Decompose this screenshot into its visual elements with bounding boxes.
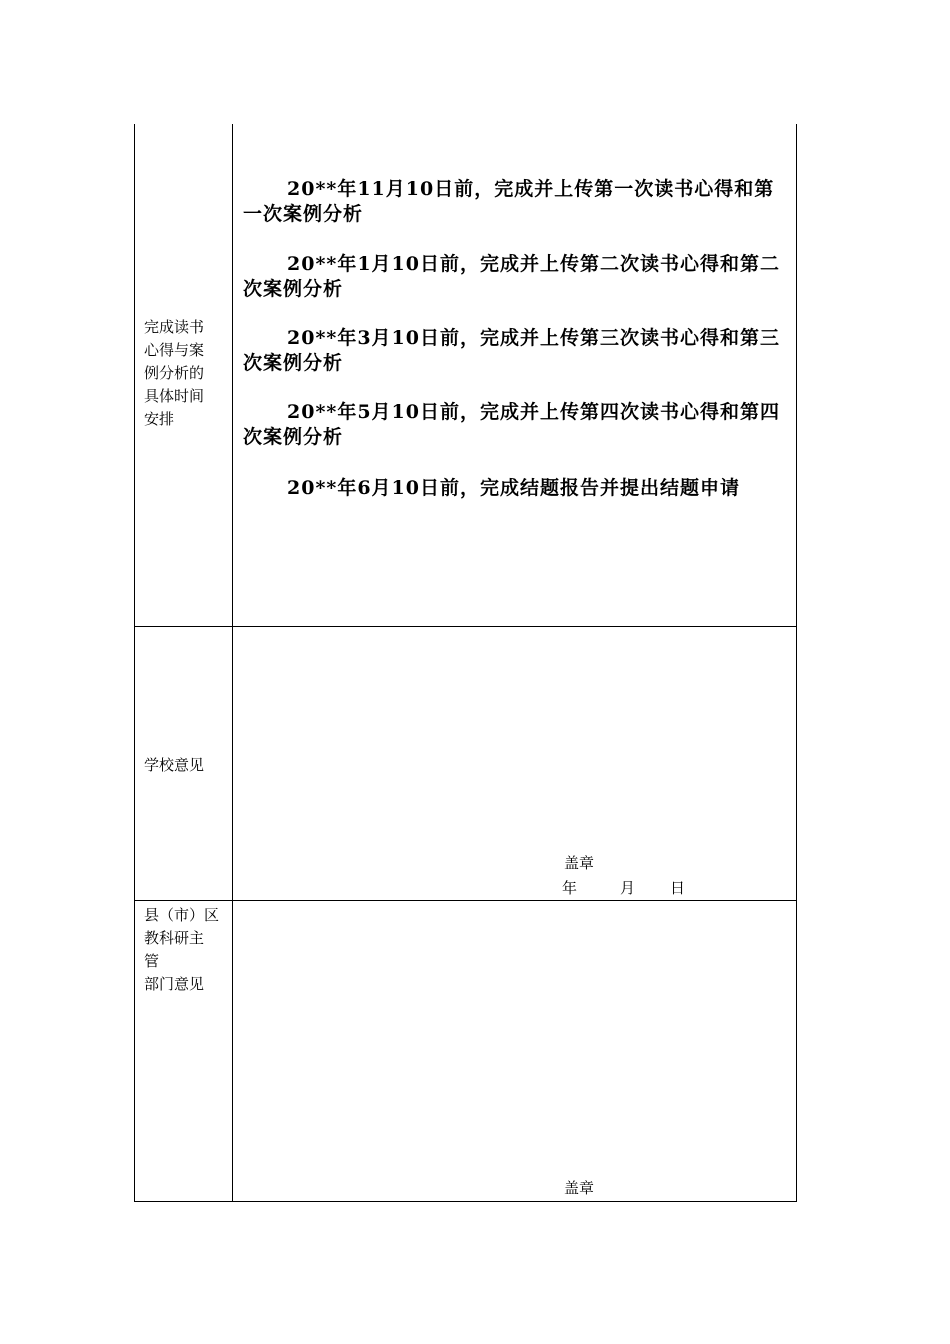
school-date-month: 月 — [620, 879, 636, 897]
table-right-border — [796, 124, 797, 1202]
schedule-label — [144, 316, 224, 431]
schedule-label-line: 心得与案 — [144, 341, 205, 359]
table-left-border — [134, 124, 135, 1202]
table-column-divider — [232, 124, 233, 1202]
schedule-item: 20**年11月10日前，完成并上传第一次读书心得和第一次案例分析 — [243, 178, 775, 225]
schedule-label-line: 具体时间 — [144, 387, 205, 405]
school-opinion-label — [144, 754, 224, 777]
row-divider-2 — [134, 900, 797, 901]
schedule-item: 20**年1月10日前，完成并上传第二次读书心得和第二次案例分析 — [243, 253, 780, 300]
school-date-year: 年 — [562, 879, 578, 897]
table-bottom-border — [134, 1201, 797, 1202]
county-label-line: 部门意见 — [144, 975, 205, 993]
school-seal: 盖章 — [564, 854, 595, 872]
schedule-item: 20**年6月10日前，完成结题报告并提出结题申请 — [287, 477, 740, 499]
county-opinion-label — [144, 904, 232, 996]
schedule-label-line: 完成读书 — [144, 318, 205, 336]
schedule-label-line: 例分析的 — [144, 364, 205, 382]
school-date-day: 日 — [670, 879, 686, 897]
county-seal: 盖章 — [564, 1179, 595, 1197]
county-label-line: 管 — [144, 952, 160, 970]
schedule-item: 20**年5月10日前，完成并上传第四次读书心得和第四次案例分析 — [243, 401, 780, 448]
schedule-item: 20**年3月10日前，完成并上传第三次读书心得和第三次案例分析 — [243, 327, 780, 374]
school-opinion-label-text: 学校意见 — [144, 756, 205, 774]
row-divider-1 — [134, 626, 797, 627]
county-label-line: 教科研主 — [144, 929, 205, 947]
schedule-label-line: 安排 — [144, 410, 175, 428]
county-label-line: 县（市）区 — [144, 906, 220, 924]
